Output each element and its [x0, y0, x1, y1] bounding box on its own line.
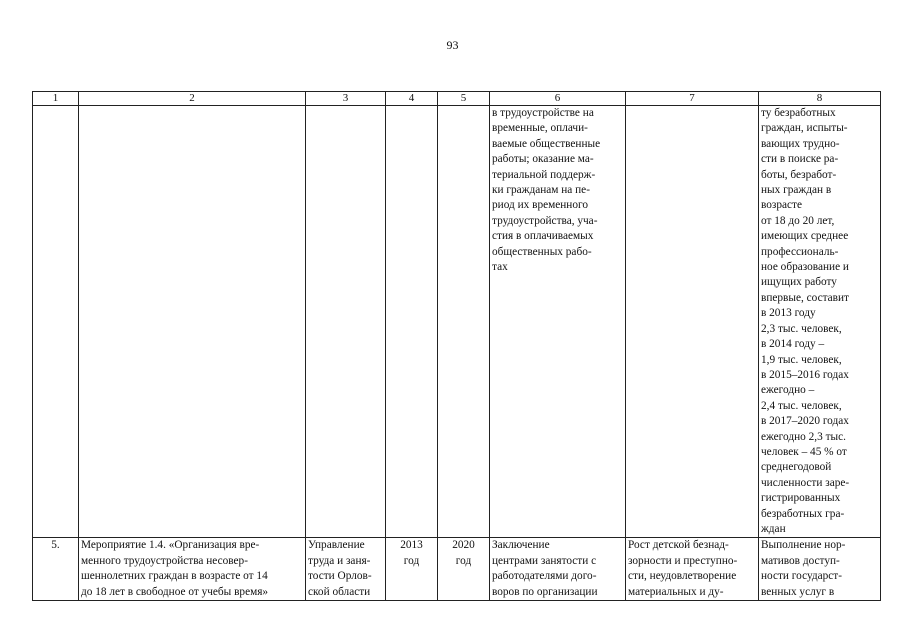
cell-start-year: [386, 106, 438, 538]
header-cell-6: 6: [490, 92, 626, 106]
program-table: [32, 91, 881, 601]
cell-measure-name: Мероприятие 1.4. «Организация вре- менного трудоустройства несовер- шеннолетних граждан в возрасте от 14 до 18 лет в свободное от учебы время»: [79, 538, 306, 601]
header-cell-3: 3: [306, 92, 386, 106]
cell-consequences: Рост детской безнад- зорности и преступно- сти, неудовлетворение материальных и ду-: [626, 538, 759, 601]
cell-number: [33, 106, 79, 538]
header-cell-5: 5: [438, 92, 490, 106]
cell-content: Заключение центрами занятости с работодателями дого- воров по организации: [490, 538, 626, 601]
header-cell-4: 4: [386, 92, 438, 106]
table-header-row: [33, 92, 881, 106]
cell-consequences: [626, 106, 759, 538]
cell-executor: Управление труда и заня- тости Орлов- ской области: [306, 538, 386, 601]
header-cell-2: 2: [79, 92, 306, 106]
cell-end-year: [438, 106, 490, 538]
cell-content: в трудоустройстве на временные, оплачи- ваемые общественные работы; оказание ма- териальной поддерж- ки гражданам на пе- риод их временного трудоустройства, уча- стия в оплачиваемых общественных рабо- тах: [490, 106, 626, 538]
cell-measure-name: [79, 106, 306, 538]
page-number: 93: [446, 38, 459, 52]
table-row-continuation: [33, 106, 881, 538]
cell-indicators: ту безработных граждан, испыты- вающих трудно- сти в поиске ра- боты, безработ- ных граждан в возрасте от 18 до 20 лет, имеющих среднее профессиональ- ное образование и ищущих работу впервые, составит в 2013 году 2,3 тыс. человек, в 2014 году – 1,9 тыс. человек, в 2015–2016 годах ежегодно – 2,4 тыс. человек, в 2017–2020 годах ежегодно 2,3 тыс. человек – 45 % от среднегодовой численности заре- гистрированных безработных гра- ждан: [759, 106, 881, 538]
header-cell-1: 1: [33, 92, 79, 106]
header-cell-8: 8: [759, 92, 881, 106]
cell-start-year: 2013 год: [386, 538, 438, 601]
cell-executor: [306, 106, 386, 538]
table-row-item-5: [33, 538, 881, 601]
cell-number: 5.: [33, 538, 79, 601]
header-cell-7: 7: [626, 92, 759, 106]
cell-end-year: 2020 год: [438, 538, 490, 601]
cell-indicators: Выполнение нор- мативов доступ- ности государст- венных услуг в: [759, 538, 881, 601]
